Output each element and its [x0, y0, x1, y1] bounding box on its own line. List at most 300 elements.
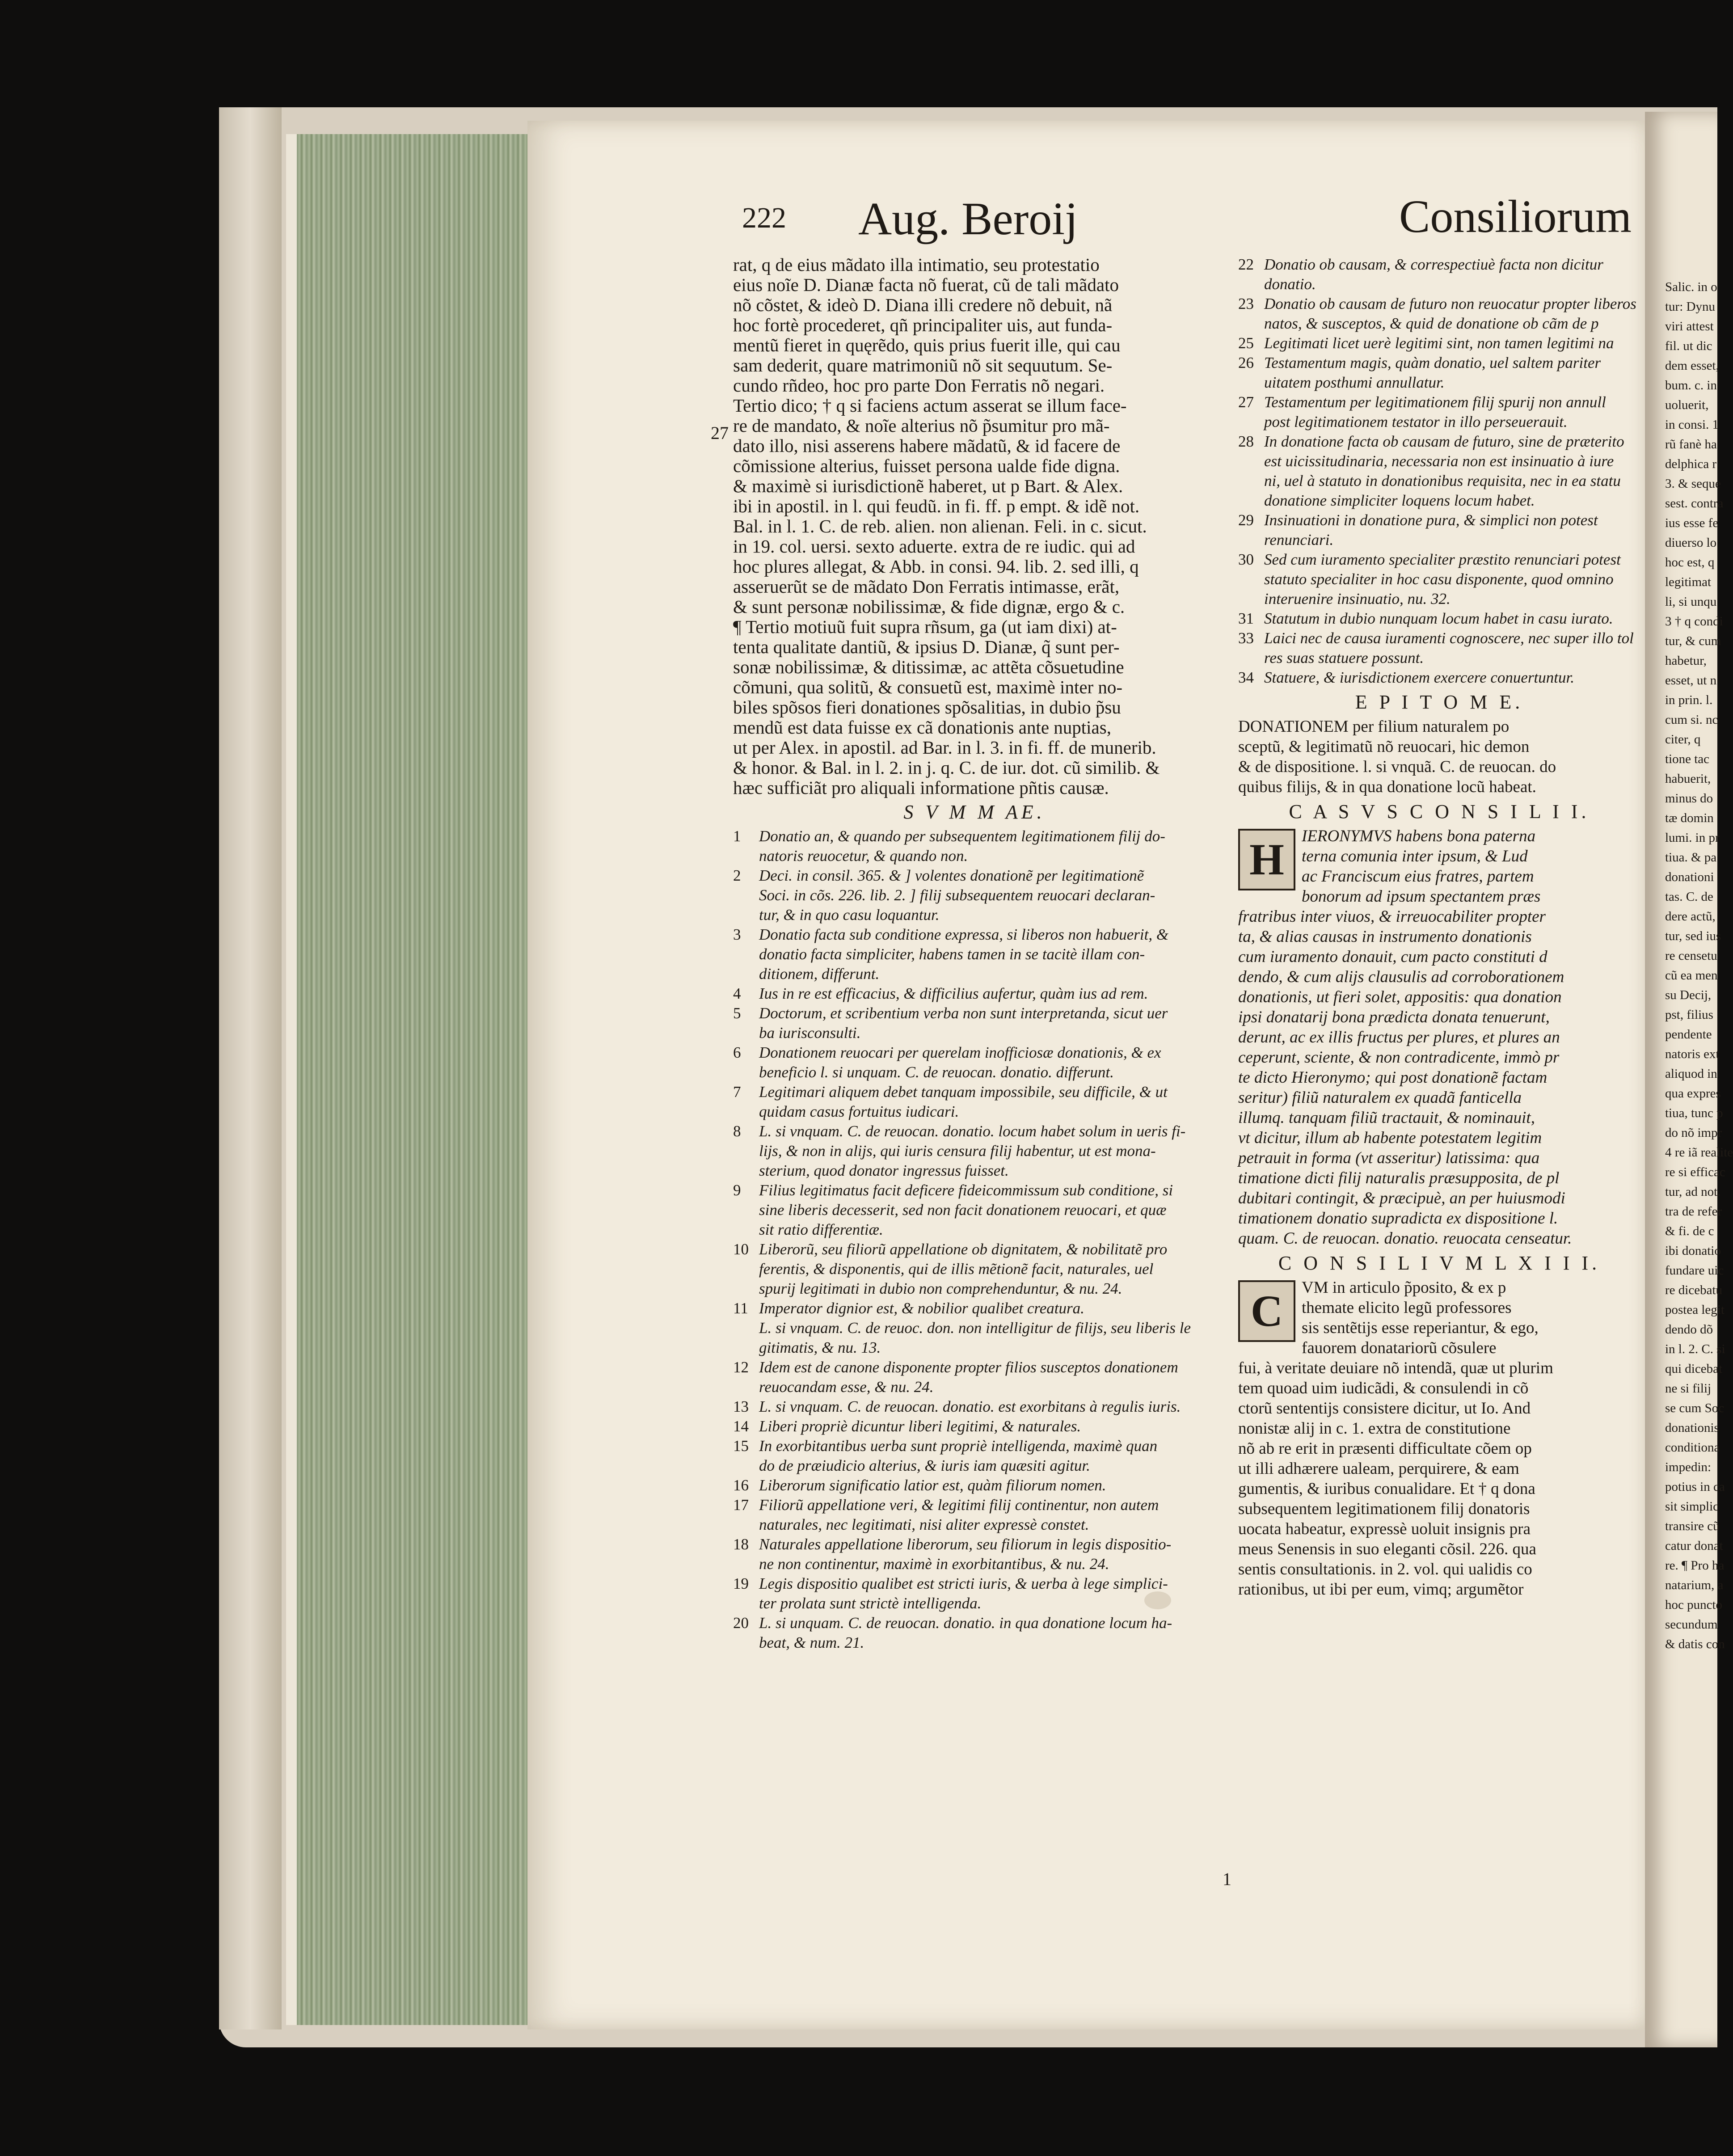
casus-line: seritur) filiũ naturalem ex quadã fanticella [1238, 1089, 1522, 1107]
summary-entry [733, 1043, 1216, 1063]
facing-page-line: sest. contra [1665, 496, 1724, 511]
summary-text: Filius legitimatus facit deficere fideicommissum sub conditione, si [759, 1181, 1173, 1199]
summary-entry [1238, 294, 1640, 314]
summary-text: renunciari. [1264, 531, 1334, 548]
summary-entry [733, 1259, 1216, 1279]
summary-entry [733, 1279, 1216, 1299]
summary-number: 13 [733, 1398, 749, 1415]
summary-text: Naturales appellatione liberorum, seu filiorum in legis dispositio- [759, 1536, 1172, 1553]
facing-page-line: & datis con [1665, 1637, 1725, 1651]
summary-entry [733, 1004, 1216, 1023]
summary-entry [733, 1476, 1216, 1495]
body-line: Tertio dico; † q si faciens actum asserat se illum face- [733, 395, 1127, 416]
summary-text: natos, & susceptos, & quid de donatione ob cãm de p [1264, 315, 1599, 332]
summary-number: 17 [733, 1496, 749, 1514]
running-head-author: Aug. Beroij [858, 193, 1078, 245]
facing-page-line: natoris ext [1665, 1047, 1720, 1061]
summary-entry [733, 1515, 1216, 1535]
summary-entry [733, 1161, 1216, 1181]
summary-entry [1238, 373, 1640, 392]
summary-number: 6 [733, 1044, 741, 1061]
facing-page-line: esset, ut n [1665, 673, 1717, 688]
facing-page-line: rũ fanè ha [1665, 437, 1717, 451]
summary-entry [1238, 471, 1640, 491]
body-line: mentũ fieret in quęrẽdo, quis prius fuerit ille, qui cau [733, 335, 1121, 355]
facing-page-line: hoc puncto [1665, 1598, 1723, 1612]
summary-text: Liberi propriè dicuntur liberi legitimi, & naturales. [759, 1418, 1081, 1435]
facing-page-line: fil. ut dic [1665, 339, 1712, 353]
summae-list-continued [1238, 255, 1640, 688]
summary-entry [733, 1082, 1216, 1102]
left-text-column [733, 255, 1216, 1653]
summary-entry [1238, 353, 1640, 373]
consilium-heading: C O N S I L I V M L X I I I. [1278, 1252, 1601, 1274]
consilium-line: sis sentẽtijs esse reperiantur, & ego, [1302, 1319, 1539, 1337]
facing-page-line: tur: Dynu [1665, 300, 1715, 314]
summary-text: In exorbitantibus uerba sunt propriè intelligenda, maximè quan [759, 1437, 1158, 1455]
facing-page-line: legitimat [1665, 575, 1712, 589]
summary-text: Insinuationi in donatione pura, & simplici non potest [1264, 511, 1598, 529]
summary-number: 28 [1238, 433, 1254, 450]
casus-line: illumq. tanquam filiũ tractauit, & nominauit, [1238, 1109, 1535, 1127]
marginal-number: 27 [711, 423, 729, 443]
facing-page-line: & fi. de c [1665, 1224, 1714, 1238]
body-line: nõ cõstet, & ideò D. Diana illi credere nõ debuit, nã [733, 295, 1113, 315]
facing-page-line: viri attest [1665, 319, 1714, 333]
summary-entry [1238, 314, 1640, 333]
facing-page-line: fundare uic [1665, 1263, 1724, 1278]
summary-text: In donatione facta ob causam de futuro, sine de præterito [1264, 433, 1624, 450]
summary-number: 23 [1238, 295, 1254, 312]
consilium-line: ctorũ sententijs consistere dicitur, ut Io. And [1238, 1399, 1531, 1418]
decorated-initial: C [1238, 1280, 1295, 1342]
facing-page-line: tione tac [1665, 752, 1710, 766]
consilium-line: uocata habeatur, expressè uoluit insignis pra [1238, 1520, 1531, 1538]
facing-page-line: minus do [1665, 791, 1713, 806]
summary-text: Donatio facta sub conditione expressa, si liberos non habuerit, & [759, 926, 1169, 943]
consilium-line: tem quoad uim iudicãdi, & consulendi in cõ [1238, 1379, 1529, 1397]
summary-entry [733, 1554, 1216, 1574]
body-line: ibi in apostil. in l. qui feudũ. in fi. ff. p empt. & idẽ not. [733, 496, 1140, 516]
summary-number: 12 [733, 1359, 749, 1376]
summary-text: Testamentum per legitimationem filij spurij non annull [1264, 393, 1606, 411]
summary-entry [733, 1023, 1216, 1043]
summary-entry [733, 1633, 1216, 1653]
summary-entry [733, 1436, 1216, 1456]
summary-number: 7 [733, 1083, 741, 1101]
summary-text: L. si vnquam. C. de reuocan. donatio. locum habet solum in ueris fi- [759, 1122, 1186, 1140]
summary-number: 9 [733, 1181, 741, 1199]
consilium-line: fauorem donatariorũ cõsulere [1302, 1339, 1497, 1357]
summary-number: 15 [733, 1437, 749, 1455]
summary-entry [733, 1299, 1216, 1318]
consilium-block [1238, 1278, 1640, 1599]
facing-page-line: catur donat [1665, 1539, 1723, 1553]
summary-entry [1238, 629, 1640, 648]
summary-text: donatione simpliciter loquens locum habet. [1264, 492, 1535, 509]
summary-entry [733, 827, 1216, 846]
facing-page-line: li, si unqu [1665, 595, 1717, 609]
facing-page-line: 3 † q condi [1665, 614, 1723, 629]
summary-text: beneficio l. si unquam. C. de reuocan. donatio. differunt. [759, 1063, 1114, 1081]
facing-page-line: do nõ impr [1665, 1126, 1722, 1140]
casus-line: IERONYMVS habens bona paterna [1302, 827, 1536, 845]
facing-page-line: donationi [1665, 870, 1714, 884]
summary-text: res suas statuere possunt. [1264, 649, 1424, 667]
summary-text: uitatem posthumi annullatur. [1264, 374, 1445, 391]
epitome-text [1238, 717, 1640, 797]
summary-text: ni, uel à statuto in donationibus requisita, nec in ea statu [1264, 472, 1621, 489]
summary-entry [1238, 511, 1640, 530]
facing-page-line: in consi. 1 [1665, 418, 1719, 432]
summary-number: 34 [1238, 669, 1254, 686]
summary-text: Legitimari aliquem debet tanquam impossibile, seu difficile, & ut [759, 1083, 1168, 1101]
decorated-initial: H [1238, 829, 1295, 890]
facing-page-line: pst, filius [1665, 1008, 1713, 1022]
facing-page-line: secundum [1665, 1617, 1718, 1632]
consilium-line: themate elicito legũ professores [1302, 1299, 1512, 1317]
summary-text: Statuere, & iurisdictionem exercere conuertuntur. [1264, 669, 1575, 686]
summary-text: Statutum in dubio nunquam locum habet in casu iurato. [1264, 610, 1613, 627]
summary-text: Imperator dignior est, & nobilior qualibet creatura. [759, 1300, 1084, 1317]
summary-entry [1238, 648, 1640, 668]
page-edges [286, 134, 538, 2025]
page-number: 222 [742, 202, 786, 234]
consilium-line: fui, à veritate deuiare nõ intendã, quæ ut plurim [1238, 1359, 1553, 1377]
facing-page-line: diuerso lo [1665, 536, 1717, 550]
casus-line: fratribus inter viuos, & irreuocabiliter propter [1238, 907, 1546, 926]
summary-entry [733, 1358, 1216, 1377]
summary-text: L. si vnquam. C. de reuocan. donatio. est exorbitans à regulis iuris. [759, 1398, 1181, 1415]
summary-text: ter prolata sunt strictè intelligenda. [759, 1595, 982, 1612]
facing-page-line: postea legit [1665, 1303, 1725, 1317]
facing-page-text [1665, 277, 1733, 1654]
summary-entry [1238, 570, 1640, 589]
facing-page-line: in l. 2. C. si [1665, 1342, 1725, 1356]
summary-text: lijs, & non in alijs, qui iuris censura filij habentur, ut est mona- [759, 1142, 1156, 1160]
summary-entry [1238, 530, 1640, 550]
summary-entry [733, 866, 1216, 886]
summary-number: 20 [733, 1614, 749, 1632]
facing-page-line: impedin: [1665, 1460, 1712, 1474]
summary-entry [733, 1574, 1216, 1594]
summary-text: est uicissitudinaria, necessaria non est insinuatio à iure [1264, 452, 1614, 470]
summary-text: gitimatis, & nu. 13. [759, 1339, 881, 1356]
casus-line: ta, & alias causas in instrumento donationis [1238, 928, 1532, 946]
summae-heading: S V M M AE. [903, 801, 1046, 823]
body-line: ¶ Tertio motiuũ fuit supra rñsum, ga (ut iam dixi) at- [733, 616, 1117, 637]
consilium-line: subsequentem legitimationem filij donatoris [1238, 1500, 1530, 1518]
facing-page-line: in prin. l. [1665, 693, 1713, 707]
summary-entry [1238, 432, 1640, 451]
consilium-line: VM in articulo p̃posito, & ex p [1302, 1278, 1506, 1297]
summary-number: 27 [1238, 393, 1254, 411]
casus-line: timatione dicti filij naturalis præsupposita, de pl [1238, 1169, 1560, 1187]
facing-page-line: qua expres [1665, 1086, 1721, 1101]
summary-text: spurij legitimati in dubio non comprehenduntur, & nu. 24. [759, 1280, 1122, 1297]
summary-number: 3 [733, 926, 741, 943]
summary-entry [733, 1220, 1216, 1240]
summary-number: 31 [1238, 610, 1254, 627]
summary-entry [733, 1377, 1216, 1397]
summary-entry [733, 1200, 1216, 1220]
summary-entry [733, 1594, 1216, 1613]
summary-entry [733, 1495, 1216, 1515]
summary-text: donatio facta simpliciter, habens tamen in se tacitè illam con- [759, 945, 1145, 963]
casus-line: ac Franciscum eius fratres, partem [1302, 867, 1534, 886]
facing-page-line: aliquod in [1665, 1067, 1717, 1081]
consilium-line: nõ ab re erit in præsenti difficultate cõem op [1238, 1439, 1532, 1458]
summary-entry [733, 1102, 1216, 1122]
facing-page-line: 3. & seque [1665, 477, 1721, 491]
summary-text: sine liberis decesserit, sed non facit donationem reuocari, et quæ [759, 1201, 1167, 1219]
body-line: mendũ est data fuisse ex cã donationis ante nuptias, [733, 717, 1111, 738]
summary-entry [733, 1456, 1216, 1476]
summary-text: post legitimationem testator in illo perseuerauit. [1264, 413, 1568, 430]
facing-page-line: tra de refer [1665, 1204, 1722, 1219]
summary-entry [733, 1141, 1216, 1161]
body-line: & maximè si iurisdictionẽ haberet, ut p Bart. & Alex. [733, 476, 1123, 496]
summary-entry [733, 846, 1216, 866]
facing-page-line: habuerit, [1665, 772, 1711, 786]
casus-line: vt dicitur, illum ab habente potestatem legitim [1238, 1129, 1542, 1147]
facing-page-line: delphica r [1665, 457, 1717, 471]
facing-page-line: conditiona [1665, 1440, 1720, 1455]
casus-line: donationis, ut fieri solet, appositis: qua donation [1238, 988, 1562, 1006]
summary-number: 25 [1238, 334, 1254, 352]
epitome-line: sceptũ, & legitimatũ nõ reuocari, hic demon [1238, 738, 1530, 756]
summary-number: 26 [1238, 354, 1254, 371]
summary-entry [733, 886, 1216, 905]
body-text [733, 255, 1216, 798]
casus-block [1238, 826, 1640, 1249]
body-line: tenta qualitate dantiũ, & ipsius D. Dianæ, q̃ sunt per- [733, 637, 1120, 657]
summary-text: Ius in re est efficacius, & difficilius aufertur, quàm ius ad rem. [759, 985, 1148, 1002]
summary-text: L. si unquam. C. de reuocan. donatio. in qua donatione locum ha- [759, 1614, 1172, 1632]
summary-text: Idem est de canone disponente propter filios susceptos donationem [759, 1359, 1178, 1376]
summary-entry [733, 984, 1216, 1004]
body-line: re de mandato, & noĩe alterius nõ p̃sumitur pro mã- [733, 415, 1110, 436]
facing-page-line: re. ¶ Pro ha [1665, 1558, 1725, 1573]
summary-text: beat, & num. 21. [759, 1634, 864, 1651]
casus-line: terna comunia inter ipsum, & Lud [1302, 847, 1528, 865]
summary-text: statuto specialiter in hoc casu disponente, quod omnino [1264, 570, 1614, 588]
facing-page-line: cũ ea men [1665, 968, 1718, 983]
summary-text: Liberorum significatio latior est, quàm filiorum nomen. [759, 1477, 1106, 1494]
summary-text: Donatio ob causam, & correspectiuè facta non dicitur [1264, 256, 1603, 273]
summary-text: sit ratio differentiæ. [759, 1221, 883, 1238]
facing-page-line: dendo dõ [1665, 1322, 1713, 1337]
body-line: cõmissione alterius, fuisset persona ualde fide digna. [733, 456, 1120, 476]
summary-text: Deci. in consil. 365. & ] volentes donationẽ per legitimationẽ [759, 867, 1144, 884]
epitome-line: & de dispositione. l. si vnquã. C. de reuocan. do [1238, 758, 1556, 776]
summary-number: 30 [1238, 551, 1254, 568]
facing-page-line: uoluerit, [1665, 398, 1709, 412]
summary-text: quidam casus fortuitus iudicari. [759, 1103, 959, 1120]
facing-page-line: dem esset, [1665, 359, 1719, 373]
facing-page-line: lumi. in pr [1665, 831, 1720, 845]
summary-entry [733, 945, 1216, 964]
summary-entry [1238, 491, 1640, 511]
summary-number: 22 [1238, 256, 1254, 273]
summary-entry [733, 1181, 1216, 1200]
facing-page-line: Salic. in o [1665, 280, 1717, 294]
epitome-heading: E P I T O M E. [1355, 691, 1524, 713]
facing-page-line: bum. c. in [1665, 378, 1717, 392]
casus-text [1238, 826, 1640, 1249]
body-line: & honor. & Bal. in l. 2. in j. q. C. de iur. dot. cũ similib. & [733, 757, 1160, 778]
facing-page-line: tur, & cum [1665, 634, 1721, 648]
facing-page-line: cum si. nc [1665, 713, 1718, 727]
right-text-column [1238, 255, 1640, 1599]
summary-text: Filiorũ appellatione veri, & legitimi filij continentur, non autem [759, 1496, 1159, 1514]
facing-page-line: donationis [1665, 1421, 1719, 1435]
facing-page-line: qui dicebat [1665, 1362, 1723, 1376]
summary-text: ferentis, & disponentis, qui de illis mẽtionẽ facit, naturales, uel [759, 1260, 1154, 1278]
summary-number: 16 [733, 1477, 749, 1494]
facing-page-line: habetur, [1665, 654, 1707, 668]
facing-page-line: re dicebatu [1665, 1283, 1723, 1297]
casus-line: cum iuramento donauit, cum pacto constituti d [1238, 948, 1547, 966]
facing-page-line: ibi donatio [1665, 1244, 1721, 1258]
body-line: asseruerũt se de mãdato Don Ferratis intimasse, erãt, [733, 576, 1120, 597]
summary-text: Sed cum iuramento specialiter præstito renunciari potest [1264, 551, 1621, 568]
consilium-line: meus Senensis in suo eleganti cõsil. 226. qua [1238, 1540, 1536, 1558]
summary-text: naturales, nec legitimati, nisi aliter expressè constet. [759, 1516, 1089, 1533]
summary-entry [733, 1318, 1216, 1338]
summary-number: 29 [1238, 511, 1254, 529]
consilium-line: ut illi adhærere ualeam, perquirere, & eam [1238, 1460, 1519, 1478]
body-line: cõmuni, qua solitũ, & consuetũ est, maximè inter no- [733, 677, 1123, 697]
summary-text: sterium, quod donator ingressus fuisset. [759, 1162, 1009, 1179]
summary-text: donatio. [1264, 275, 1316, 293]
summary-entry [733, 925, 1216, 945]
summary-text: do de præiudicio alterius, & iuris iam quæsiti agitur. [759, 1457, 1090, 1474]
summary-text: reuocandam esse, & nu. 24. [759, 1378, 934, 1396]
summary-number: 1 [733, 827, 741, 845]
facing-page-line: transire cũ [1665, 1519, 1720, 1533]
summary-text: Legitimati licet uerè legitimi sint, non tamen legitimi na [1264, 334, 1614, 352]
casus-line: dubitari contingit, & præcipuè, an per huiusmodi [1238, 1189, 1565, 1207]
facing-page-line: dere actũ, [1665, 909, 1716, 924]
facing-page-line: re si efficac [1665, 1165, 1725, 1179]
summary-number: 4 [733, 985, 741, 1002]
summary-number: 33 [1238, 629, 1254, 647]
summary-text: Legis dispositio qualibet est stricti iuris, & uerba à lege simplici- [759, 1575, 1168, 1592]
consilium-line: gumentis, & iuribus conualidare. Et † q dona [1238, 1480, 1535, 1498]
facing-page-line: tur, ad not. [1665, 1185, 1721, 1199]
body-line: sonæ nobilissimæ, & ditissimæ, ac attẽta cõsuetudine [733, 657, 1124, 677]
running-head-title: Consiliorum [1399, 191, 1632, 242]
facing-page-line: se cum Soc [1665, 1401, 1725, 1415]
summary-text: ne non continentur, maximè in exorbitantibus, & nu. 24. [759, 1555, 1109, 1573]
summary-text: Doctorum, et scribentium verba non sunt interpretanda, sicut uer [759, 1004, 1168, 1022]
facing-page-line: tas. C. de [1665, 890, 1713, 904]
body-line: sam dederit, quare matrimoniũ nõ sit sequutum. Se- [733, 355, 1113, 376]
facing-page-line: potius in ca [1665, 1480, 1725, 1494]
summary-text: tur, & in quo casu loquantur. [759, 906, 940, 924]
summary-number: 18 [733, 1536, 749, 1553]
summary-number: 14 [733, 1418, 749, 1435]
casus-heading: C A S V S C O N S I L I I. [1289, 801, 1590, 823]
casus-line: ipsi donatarij bona prædicta donata tenuerunt, [1238, 1008, 1550, 1026]
summary-entry [1238, 274, 1640, 294]
summary-entry [733, 1240, 1216, 1259]
summary-text: ba iurisconsulti. [759, 1024, 861, 1042]
consilium-line: nonistæ alij in c. 1. extra de constitutione [1238, 1419, 1511, 1438]
summary-entry [733, 1397, 1216, 1417]
epitome-line: quibus filijs, & in qua donatione locũ habeat. [1238, 778, 1536, 796]
facing-page-line: ius esse fe [1665, 516, 1719, 530]
facing-page-line: pendente [1665, 1027, 1712, 1042]
summary-number: 2 [733, 867, 741, 884]
summary-number: 11 [733, 1300, 748, 1317]
summary-entry [1238, 412, 1640, 432]
casus-line: te dicto Hieronymo; qui post donationẽ factam [1238, 1068, 1547, 1087]
book-spine-edge [219, 107, 282, 2029]
summary-number: 19 [733, 1575, 749, 1592]
summary-number: 10 [733, 1240, 749, 1258]
body-line: eius noĩe D. Dianæ facta nõ fuerat, cũ de tali mãdato [733, 274, 1119, 295]
facing-page-line: tæ domin [1665, 811, 1714, 825]
facing-page-line: ne si filij [1665, 1381, 1712, 1396]
summary-text: ditionem, differunt. [759, 965, 880, 983]
facing-page-line: re censetu [1665, 949, 1717, 963]
summary-entry [733, 1535, 1216, 1554]
summary-entry [1238, 609, 1640, 629]
body-line: & sunt personæ nobilissimæ, & fide dignæ, ergo & c. [733, 596, 1125, 617]
casus-line: timationem donatio supradicta ex dispositione l. [1238, 1209, 1558, 1228]
summary-entry [1238, 668, 1640, 688]
casus-line: derunt, ac ex illis fructus per plures, et plures an [1238, 1028, 1560, 1046]
consilium-line: rationibus, ut ibi per eum, vimq; argumẽtor [1238, 1580, 1524, 1599]
facing-page-line: natarium, a [1665, 1578, 1724, 1592]
facing-page-line: citer, q [1665, 732, 1701, 747]
body-line: hoc plures allegat, & Abb. in consi. 94. lib. 2. sed illi, q [733, 556, 1139, 577]
summary-entry [733, 1338, 1216, 1358]
casus-line: ceperunt, sciente, & non contradicente, immò pr [1238, 1048, 1560, 1067]
body-line: in 19. col. uersi. sexto aduerte. extra de re iudic. qui ad [733, 536, 1135, 557]
summary-text: L. si vnquam. C. de reuoc. don. non intelligitur de filijs, seu liberis le [759, 1319, 1191, 1337]
summary-entry [1238, 333, 1640, 353]
epitome-line: DONATIONEM per filium naturalem po [1238, 717, 1510, 736]
summary-number: 8 [733, 1122, 741, 1140]
summary-text: Soci. in cõs. 226. lib. 2. ] filij subsequentem reuocari declaran- [759, 886, 1155, 904]
facing-page-line: tur, sed ius [1665, 929, 1721, 943]
casus-line: petrauit in forma (vt asseritur) latissima: qua [1238, 1149, 1540, 1167]
marginal-number: 1 [1223, 1869, 1231, 1889]
summary-entry [1238, 255, 1640, 274]
casus-line: bonorum ad ipsum spectantem præs [1302, 887, 1541, 906]
summary-number: 5 [733, 1004, 741, 1022]
consilium-text [1238, 1278, 1640, 1599]
summary-entry [733, 1063, 1216, 1082]
summary-entry [733, 1417, 1216, 1436]
summary-text: Donationem reuocari per querelam inofficiosæ donationis, & ex [759, 1044, 1161, 1061]
casus-line: quam. C. de reuocan. donatio. reuocata censeatur. [1238, 1229, 1572, 1248]
summary-entry [1238, 589, 1640, 609]
summary-entry [1238, 392, 1640, 412]
body-line: hæc sufficiãt pro aliquali informatione pñtis causæ. [733, 777, 1109, 798]
facing-page-line: su Decij, [1665, 988, 1712, 1002]
summary-text: Liberorũ, seu filiorũ appellatione ob dignitatem, & nobilitatẽ pro [759, 1240, 1168, 1258]
summary-entry [733, 1122, 1216, 1141]
facing-page-line: sit simplic [1665, 1499, 1719, 1514]
body-line: ut per Alex. in apostil. ad Bar. in l. 3. in fi. ff. de munerib. [733, 737, 1156, 758]
casus-line: dendo, & cum alijs clausulis ad corroborationem [1238, 968, 1564, 986]
facing-page-line: tiua, tunc p [1665, 1106, 1723, 1120]
summary-entry [733, 905, 1216, 925]
